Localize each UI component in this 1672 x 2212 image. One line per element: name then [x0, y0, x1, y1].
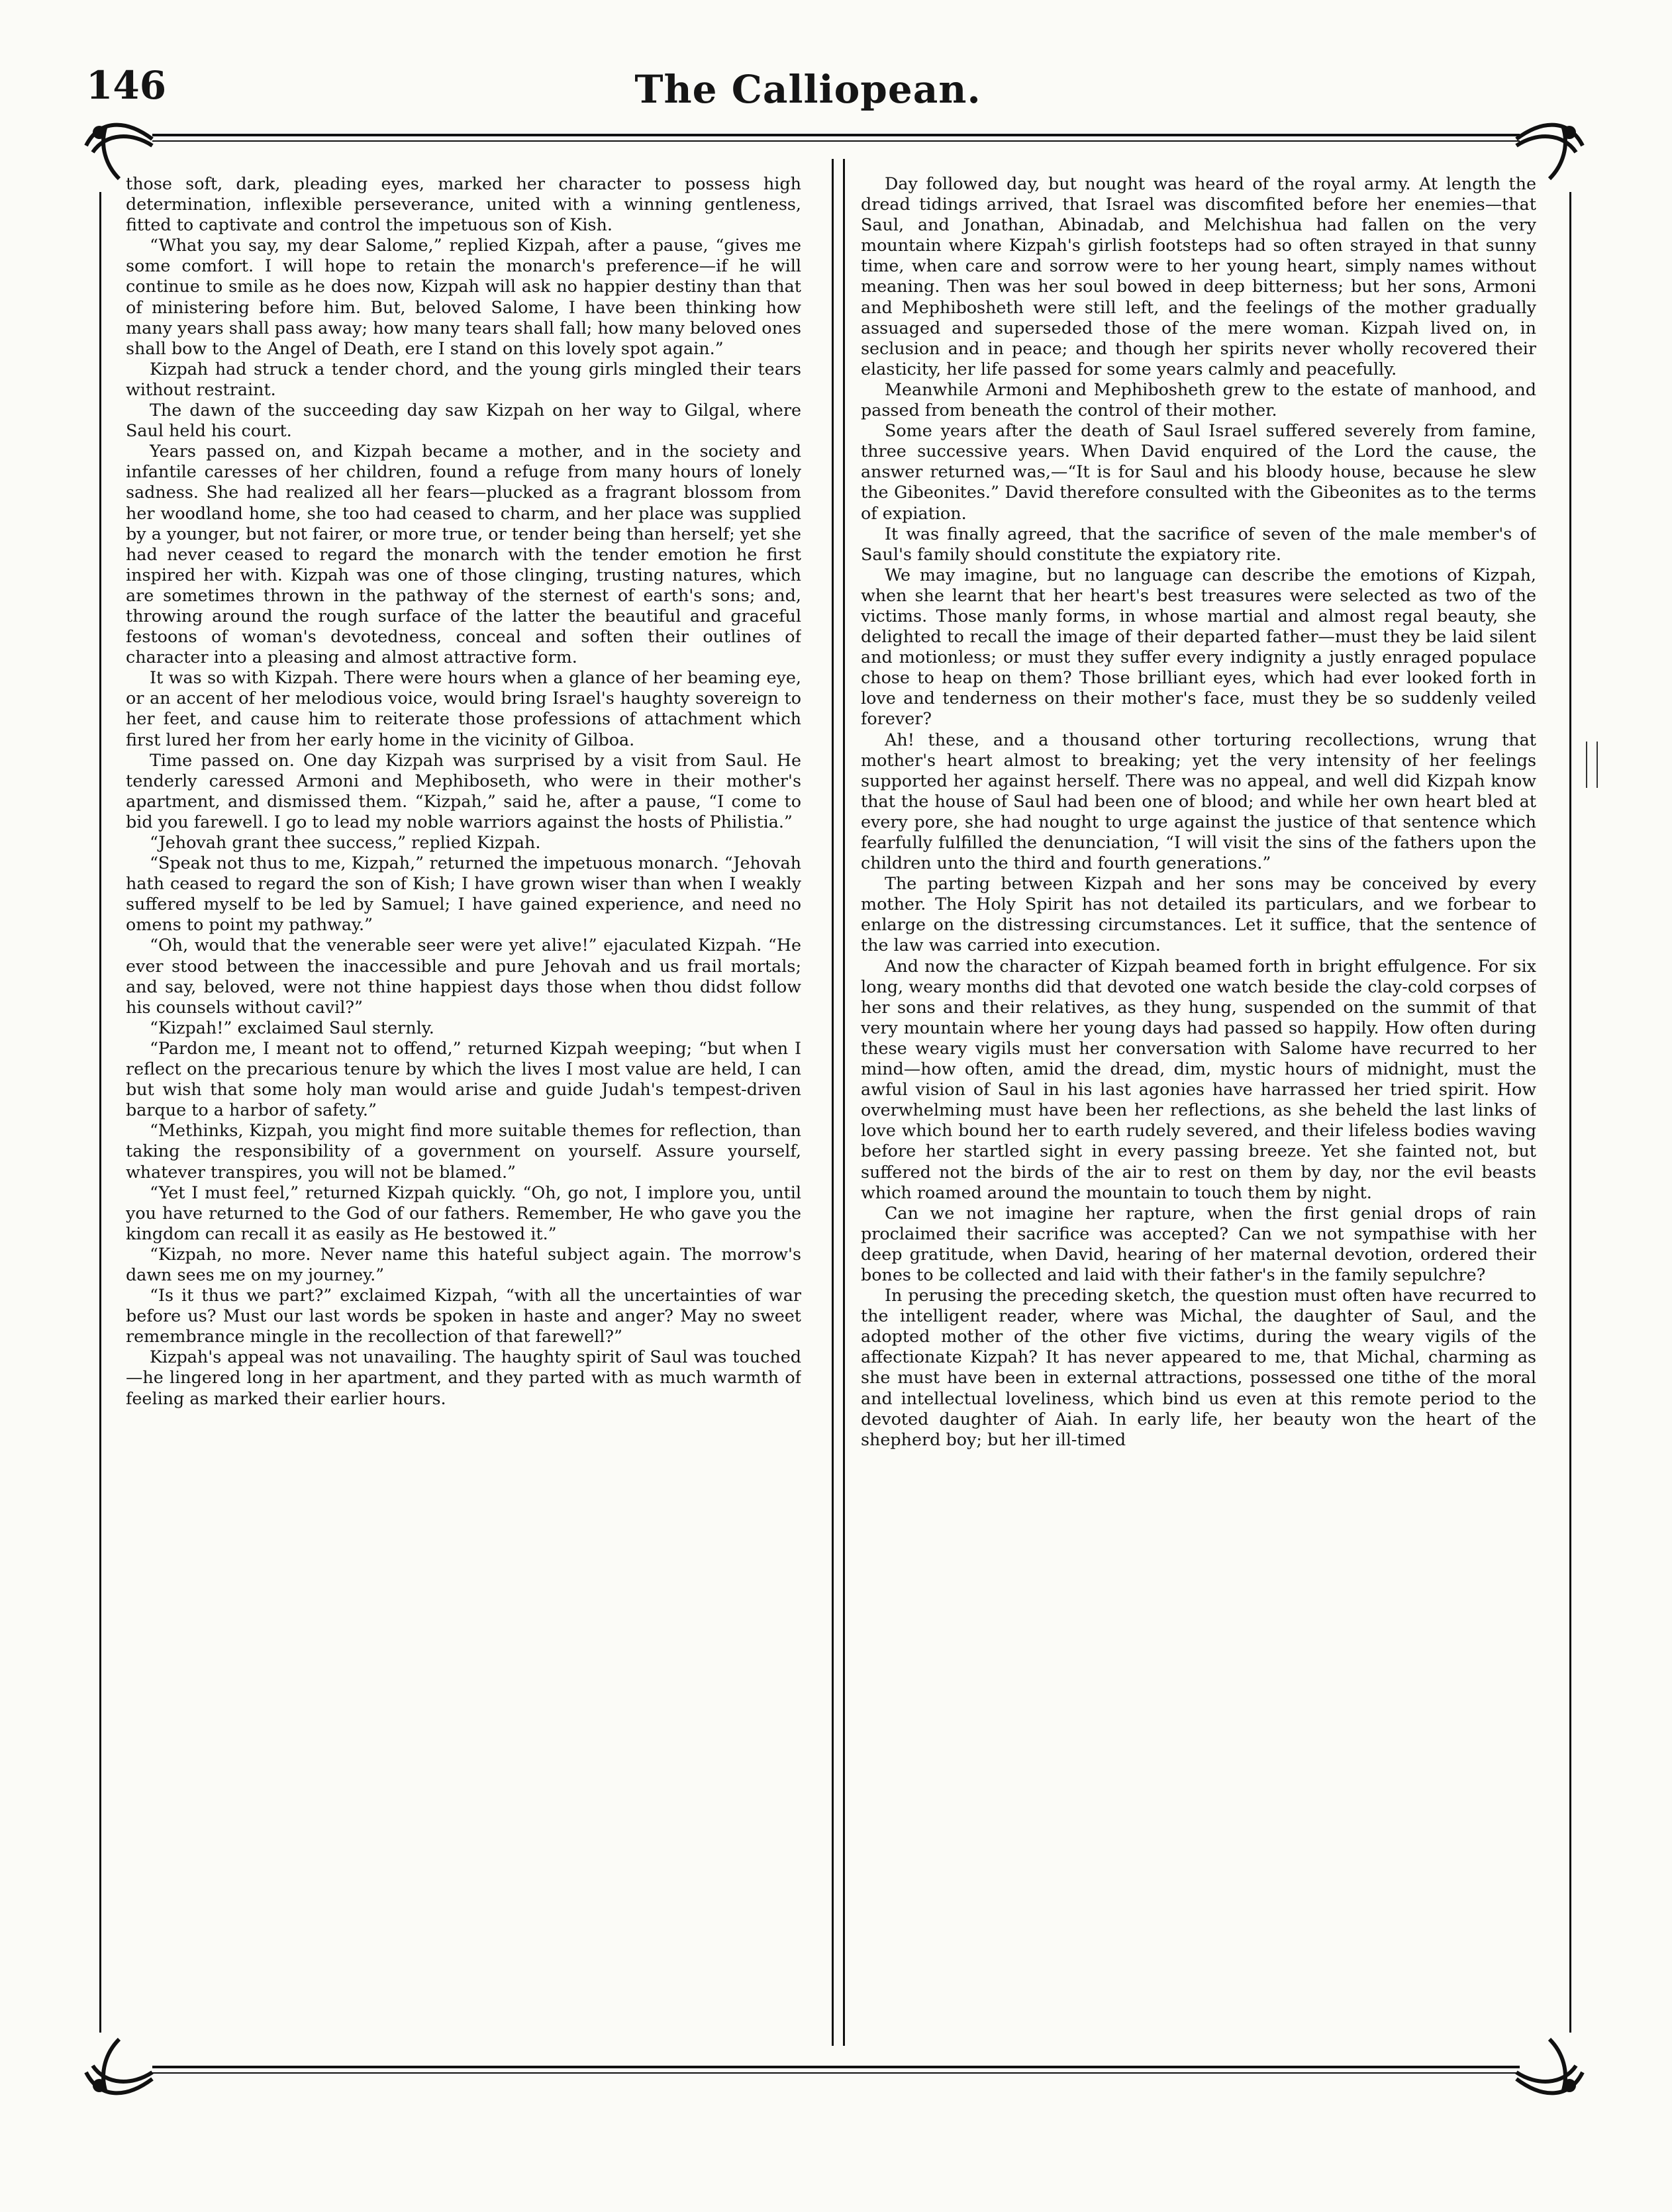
- paragraph: It was so with Kizpah. There were hours when a glance of her beaming eye, or an accent of her melodious voice, would bring Israel's haughty sovereign to her feet, and cause him to reiterate those professions of attachment which first lured her from her early home in the vicinity of Gilboa.: [126, 667, 801, 749]
- right-border-rule: [1569, 192, 1571, 2033]
- margin-mark: [1586, 742, 1598, 788]
- paragraph: Time passed on. One day Kizpah was surprised by a visit from Saul. He tenderly caressed Armoni and Mephiboseth, who were in their mother's apartment, and dismissed them. “Kizpah,” said he, after a pause, “I come to bid you farewell. I go to lead my noble warriors against the hosts of Philistia.”: [126, 749, 801, 832]
- top-border-rule-inner: [152, 140, 1520, 142]
- top-border-rule: [152, 134, 1520, 136]
- paragraph: In perusing the preceding sketch, the question must often have recurred to the intelligent reader, where was Michal, the daughter of Saul, and the adopted mother of the other five victims, during the weary vigils of the affectionate Kizpah? It has never appeared to me, that Michal, charming as she must have been in external attractions, possessed one tithe of the moral and intellectual loveliness, which bind us even at this remote period to the devoted daughter of Aiah. In early life, her beauty won the heart of the shepherd boy; but her ill-timed: [861, 1285, 1536, 1449]
- paragraph: “Kizpah!” exclaimed Saul sternly.: [150, 1017, 434, 1037]
- masthead-title: The Calliopean.: [634, 67, 981, 112]
- page-header: [86, 63, 1530, 129]
- bottom-border-rule-inner: [152, 2072, 1520, 2074]
- paragraph: Kizpah had struck a tender chord, and the young girls mingled their tears without restraint.: [126, 358, 801, 399]
- paragraph: those soft, dark, pleading eyes, marked her character to possess high determination, inflexible perseverance, united with a winning gentleness, fitted to captivate and control the impetuous son of Kish.: [126, 173, 801, 235]
- paragraph: Ah! these, and a thousand other torturing recollections, wrung that mother's heart almost to breaking; yet the very intensity of her feelings supported her against herself. There was no appeal, and well did Kizpah know that the house of Saul had been one of blood; and while her own heart bled at every pore, she had nought to urge against the justice of that sentence which fearfully fulfilled the denunciation, “I will visit the sins of the fathers upon the children unto the third and fourth generations.”: [861, 729, 1536, 873]
- paragraph: And now the character of Kizpah beamed forth in bright effulgence. For six long, weary months did that devoted one watch beside the clay-cold corpses of her sons and their relatives, as they hung, suspended on the summit of that very mountain where her young days had passed so happily. How often during these weary vigils must her conversation with Salome have recurred to her mind—how often, amid the dread, dim, mystic hours of midnight, must the awful vision of Saul in his last agonies have harrassed her tried spirit. How overwhelming must have been her reflections, as she beheld the last links of love which bound her to earth rudely severed, and their lifeless bodies waving before her startled sight in every passing breeze. Yet she fainted not, but suffered not the birds of the air to rest on them by day, nor the evil beasts which roamed around the mountain to touch them by night.: [861, 955, 1536, 1202]
- paragraph: The dawn of the succeeding day saw Kizpah on her way to Gilgal, where Saul held his court.: [126, 400, 801, 441]
- paragraph: “Pardon me, I meant not to offend,” returned Kizpah weeping; “but when I reflect on the precarious tenure by which the lives I most value are held, I can but wish that some holy man would arise and guide Judah's tempest-driven barque to a harbor of safety.”: [126, 1037, 801, 1120]
- paragraph: Meanwhile Armoni and Mephibosheth grew to the estate of manhood, and passed from beneath the control of their mother.: [861, 379, 1536, 420]
- paragraph: “Methinks, Kizpah, you might find more suitable themes for reflection, than taking the responsibility of a government on yourself. Assure yourself, whatever transpires, you will not be blamed.”: [126, 1120, 801, 1182]
- paragraph: We may imagine, but no language can describe the emotions of Kizpah, when she learnt that her heart's best treasures were selected as two of the victims. Those manly forms, in whose martial and almost regal beauty, she delighted to recall the image of their departed father—must they be laid silent and motionless; or must they suffer every indignity a justly enraged populace chose to heap on them? Those brilliant eyes, which had ever looked forth in love and tenderness on their mother's face, must they be so suddenly veiled forever?: [861, 564, 1536, 729]
- paragraph: “What you say, my dear Salome,” replied Kizpah, after a pause, “gives me some comfort. I will hope to retain the monarch's preference—if he will continue to smile as he does now, Kizpah will ask no happier destiny than that of ministering before him. But, beloved Salome, I have been thinking how many years shall pass away; how many tears shall fall; how many beloved ones shall bow to the Angel of Death, ere I stand on this lovely spot again.”: [126, 235, 801, 358]
- page-number: 146: [86, 63, 167, 108]
- right-column: [861, 173, 1536, 2054]
- left-column: [126, 173, 801, 2054]
- paragraph: It was finally agreed, that the sacrifice of seven of the male member's of Saul's family should constitute the expiatory rite.: [861, 523, 1536, 564]
- paragraph: Some years after the death of Saul Israel suffered severely from famine, three successive years. When David enquired of the Lord the cause, the answer returned was,—“It is for Saul and his bloody house, because he slew the Gibeonites.” David therefore consulted with the Gibeonites as to the terms of expiation.: [861, 420, 1536, 523]
- paragraph: “Kizpah, no more. Never name this hateful subject again. The morrow's dawn sees me on my journey.”: [126, 1243, 801, 1284]
- left-border-rule: [99, 192, 101, 2033]
- column-divider: [832, 159, 845, 2046]
- paragraph: The parting between Kizpah and her sons may be conceived by every mother. The Holy Spirit has not detailed its particulars, and we forbear to enlarge on the distressing circumstances. Let it suffice, that the sentence of the law was carried into execution.: [861, 873, 1536, 955]
- paragraph: Day followed day, but nought was heard of the royal army. At length the dread tidings arrived, that Israel was discomfited before her enemies—that Saul, and Jonathan, Abinadab, and Melchishua had fallen on the very mountain where Kizpah's girlish footsteps had so often strayed in that sunny time, when care and sorrow were to her young heart, simply names without meaning. Then was her soul bowed in deep bitterness; but her sons, Armoni and Mephibosheth were still left, and the feelings of the mother gradually assuaged and superseded those of the mere woman. Kizpah lived on, in seclusion and in peace; and though her spirits never wholly recovered their elasticity, her life passed for some years calmly and peacefully.: [861, 173, 1536, 379]
- paragraph: “Jehovah grant thee success,” replied Kizpah.: [150, 832, 541, 852]
- paragraph: “Yet I must feel,” returned Kizpah quickly. “Oh, go not, I implore you, until you have returned to the God of our fathers. Remember, He who gave you the kingdom can recall it as easily as He bestowed it.”: [126, 1182, 801, 1243]
- paragraph: Years passed on, and Kizpah became a mother, and in the society and infantile caresses of her children, found a refuge from many hours of lonely sadness. She had realized all her fears—plucked as a fragrant blossom from her woodland home, she too had ceased to charm, and her place was supplied by a younger, but not fairer, or more true, or tender being than herself; yet she had never ceased to regard the monarch with the tender emotion he first inspired her with. Kizpah was one of those clinging, trusting natures, which are sometimes thrown in the pathway of the sternest of earth's sons; and, throwing around the rough surface of the latter the beautiful and graceful festoons of woman's devotedness, conceal and soften their outlines of character into a pleasing and almost attractive form.: [126, 441, 801, 667]
- bottom-border-rule: [152, 2066, 1520, 2068]
- paragraph: “Oh, would that the venerable seer were yet alive!” ejaculated Kizpah. “He ever stood between the inaccessible and pure Jehovah and us frail mortals; and say, beloved, were not thine happiest days those when thou didst follow his counsels without cavil?”: [126, 935, 801, 1017]
- paragraph: Kizpah's appeal was not unavailing. The haughty spirit of Saul was touched—he lingered long in her apartment, and they parted with as much warmth of feeling as marked their earlier hours.: [126, 1347, 801, 1408]
- paragraph: “Speak not thus to me, Kizpah,” returned the impetuous monarch. “Jehovah hath ceased to regard the son of Kish; I have grown wiser than when I weakly suffered myself to be led by Samuel; I have gained experience, and need no omens to point my pathway.”: [126, 853, 801, 935]
- paragraph: “Is it thus we part?” exclaimed Kizpah, “with all the uncertainties of war before us? Must our last words be spoken in haste and anger? May no sweet remembrance mingle in the recollection of that farewell?”: [126, 1285, 801, 1347]
- paragraph: Can we not imagine her rapture, when the first genial drops of rain proclaimed their sacrifice was accepted? Can we not sympathise with her deep gratitude, when David, hearing of her maternal devotion, ordered their bones to be collected and laid with their father's in the family sepulchre?: [861, 1202, 1536, 1284]
